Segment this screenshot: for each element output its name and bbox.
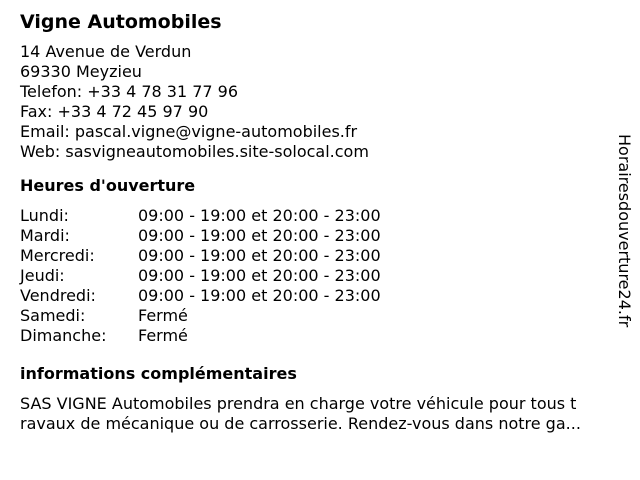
opening-hours-table <box>20 206 381 346</box>
email-address: Email: pascal.vigne@vigne-automobiles.fr <box>20 122 358 141</box>
website: Web: sasvigneautomobiles.site-solocal.com <box>20 142 369 161</box>
address-city: 69330 Meyzieu <box>20 62 142 81</box>
fax-number: Fax: +33 4 72 45 97 90 <box>20 102 209 121</box>
hours-row <box>20 246 381 266</box>
hours-row <box>20 286 381 306</box>
hours-row <box>20 266 381 286</box>
hours-row <box>20 306 381 326</box>
info-line: SAS VIGNE Automobiles prendra en charge votre véhicule pour tous t <box>20 394 577 413</box>
hours-day: Mardi: <box>20 226 70 245</box>
hours-day: Dimanche: <box>20 326 107 345</box>
contact-block <box>20 42 632 162</box>
info-line: ravaux de mécanique ou de carrosserie. Rendez-vous dans notre ga... <box>20 414 581 433</box>
additional-info-text <box>20 394 632 434</box>
hours-time: Fermé <box>138 326 188 345</box>
hours-day: Jeudi: <box>20 266 65 285</box>
phone-number: Telefon: +33 4 78 31 77 96 <box>20 82 239 101</box>
hours-day: Samedi: <box>20 306 86 325</box>
opening-hours-title: Heures d'ouverture <box>20 176 196 195</box>
hours-row <box>20 326 381 346</box>
hours-day: Vendredi: <box>20 286 96 305</box>
hours-time: 09:00 - 19:00 et 20:00 - 23:00 <box>138 286 381 305</box>
hours-row <box>20 226 381 246</box>
hours-time: 09:00 - 19:00 et 20:00 - 23:00 <box>138 266 381 285</box>
business-card <box>20 10 632 434</box>
hours-day: Mercredi: <box>20 246 95 265</box>
additional-info-title: informations complémentaires <box>20 364 297 383</box>
business-name: Vigne Automobiles <box>20 11 222 33</box>
hours-time: 09:00 - 19:00 et 20:00 - 23:00 <box>138 246 381 265</box>
site-watermark: Horairesdouverture24.fr <box>615 134 634 328</box>
hours-row <box>20 206 381 226</box>
hours-time: Fermé <box>138 306 188 325</box>
hours-time: 09:00 - 19:00 et 20:00 - 23:00 <box>138 206 381 225</box>
hours-day: Lundi: <box>20 206 69 225</box>
address-street: 14 Avenue de Verdun <box>20 42 192 61</box>
hours-time: 09:00 - 19:00 et 20:00 - 23:00 <box>138 226 381 245</box>
